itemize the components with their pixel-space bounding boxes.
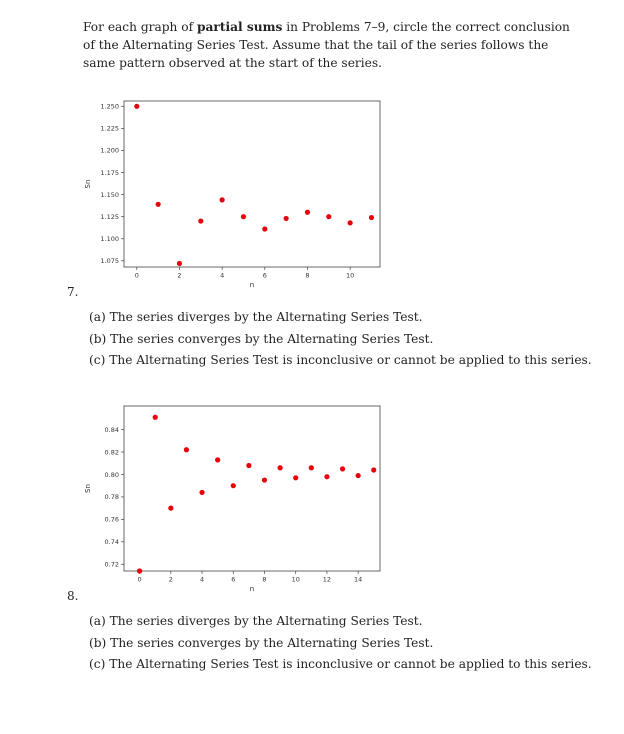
- data-point: [231, 483, 236, 488]
- data-point: [326, 214, 331, 219]
- x-tick-label: 6: [231, 575, 236, 584]
- y-tick-label: 1.150: [100, 190, 119, 199]
- y-tick-label: 0.84: [104, 425, 119, 434]
- data-point: [168, 506, 173, 511]
- y-tick-label: 1.250: [100, 102, 119, 111]
- y-tick-label: 1.225: [100, 124, 119, 133]
- data-point: [293, 475, 298, 480]
- y-tick-label: 1.125: [100, 212, 119, 221]
- data-point: [262, 226, 267, 231]
- y-tick-label: 0.72: [104, 560, 119, 569]
- y-tick-label: 1.200: [100, 146, 119, 155]
- data-point: [309, 465, 314, 470]
- problem-8-option-a[interactable]: (a) The series diverges by the Alternating Series Test.: [89, 614, 423, 628]
- problem-7-options: [89, 307, 592, 372]
- x-tick-label: 8: [305, 271, 310, 280]
- problem-8-number: 8.: [67, 589, 79, 603]
- x-tick-label: 12: [322, 575, 332, 584]
- data-point: [134, 104, 139, 109]
- problem-7-option-b[interactable]: (b) The series converges by the Alternating Series Test.: [89, 331, 434, 346]
- data-point: [277, 465, 282, 470]
- data-point: [246, 463, 251, 468]
- data-point: [284, 216, 289, 221]
- data-point: [305, 210, 310, 215]
- x-tick-label: 6: [262, 271, 267, 280]
- plot-frame: [124, 101, 380, 267]
- x-tick-label: 14: [354, 575, 363, 584]
- y-tick-label: 0.74: [104, 538, 119, 547]
- x-tick-label: 0: [134, 271, 139, 280]
- y-tick-label: 1.100: [100, 235, 119, 244]
- problem-8-options: [89, 611, 592, 676]
- data-point: [184, 447, 189, 452]
- y-tick-label: 0.78: [104, 493, 119, 502]
- problem-7-option-a[interactable]: (a) The series diverges by the Alternating Series Test.: [89, 310, 423, 324]
- y-tick-label: 0.76: [104, 515, 119, 524]
- x-tick-label: 2: [168, 575, 173, 584]
- data-point: [262, 477, 267, 482]
- y-tick-label: 0.82: [104, 448, 119, 457]
- problem-8-option-c[interactable]: (c) The Alternating Series Test is inconclusive or cannot be applied to this series.: [89, 657, 592, 671]
- data-point: [348, 220, 353, 225]
- plot-frame: [124, 406, 380, 571]
- instructions-text-start: For each graph of: [83, 20, 197, 34]
- data-point: [241, 214, 246, 219]
- data-point: [137, 568, 142, 573]
- data-point: [153, 415, 158, 420]
- chart-problem-7: [84, 101, 380, 289]
- data-point: [199, 490, 204, 495]
- data-point: [356, 473, 361, 478]
- x-tick-label: 4: [220, 271, 225, 280]
- y-tick-label: 1.175: [100, 168, 119, 177]
- x-axis-label: n: [249, 281, 255, 289]
- data-point: [156, 202, 161, 207]
- data-point: [215, 457, 220, 462]
- chart-problem-8: [84, 406, 380, 593]
- data-point: [371, 467, 376, 472]
- y-tick-label: 1.075: [100, 257, 119, 266]
- x-tick-label: 4: [199, 575, 205, 584]
- instructions-text-end: in Problems 7–9, circle the correct conclusion of the Alternating Series Test. Assume that the tail of the series follows the same pattern observed at the start of the series.: [83, 20, 570, 70]
- y-axis-label: Sn: [84, 484, 92, 493]
- data-point: [177, 261, 182, 266]
- problem-7-number: 7.: [67, 285, 79, 299]
- instructions-bold: partial sums: [197, 20, 283, 34]
- x-tick-label: 10: [291, 575, 300, 584]
- data-point: [198, 218, 203, 223]
- problem-7-option-c[interactable]: (c) The Alternating Series Test is inconclusive or cannot be applied to this series.: [89, 353, 592, 367]
- data-point: [340, 466, 345, 471]
- problem-8-option-b[interactable]: (b) The series converges by the Alternating Series Test.: [89, 635, 434, 650]
- x-tick-label: 2: [177, 271, 182, 280]
- y-axis-label: Sn: [84, 179, 92, 189]
- data-point: [324, 474, 329, 479]
- data-point: [220, 197, 225, 202]
- x-tick-label: 10: [345, 271, 355, 280]
- x-tick-label: 8: [262, 575, 267, 584]
- y-tick-label: 0.80: [104, 470, 119, 479]
- x-axis-label: n: [249, 585, 255, 593]
- x-tick-label: 0: [137, 575, 142, 584]
- data-point: [369, 215, 374, 220]
